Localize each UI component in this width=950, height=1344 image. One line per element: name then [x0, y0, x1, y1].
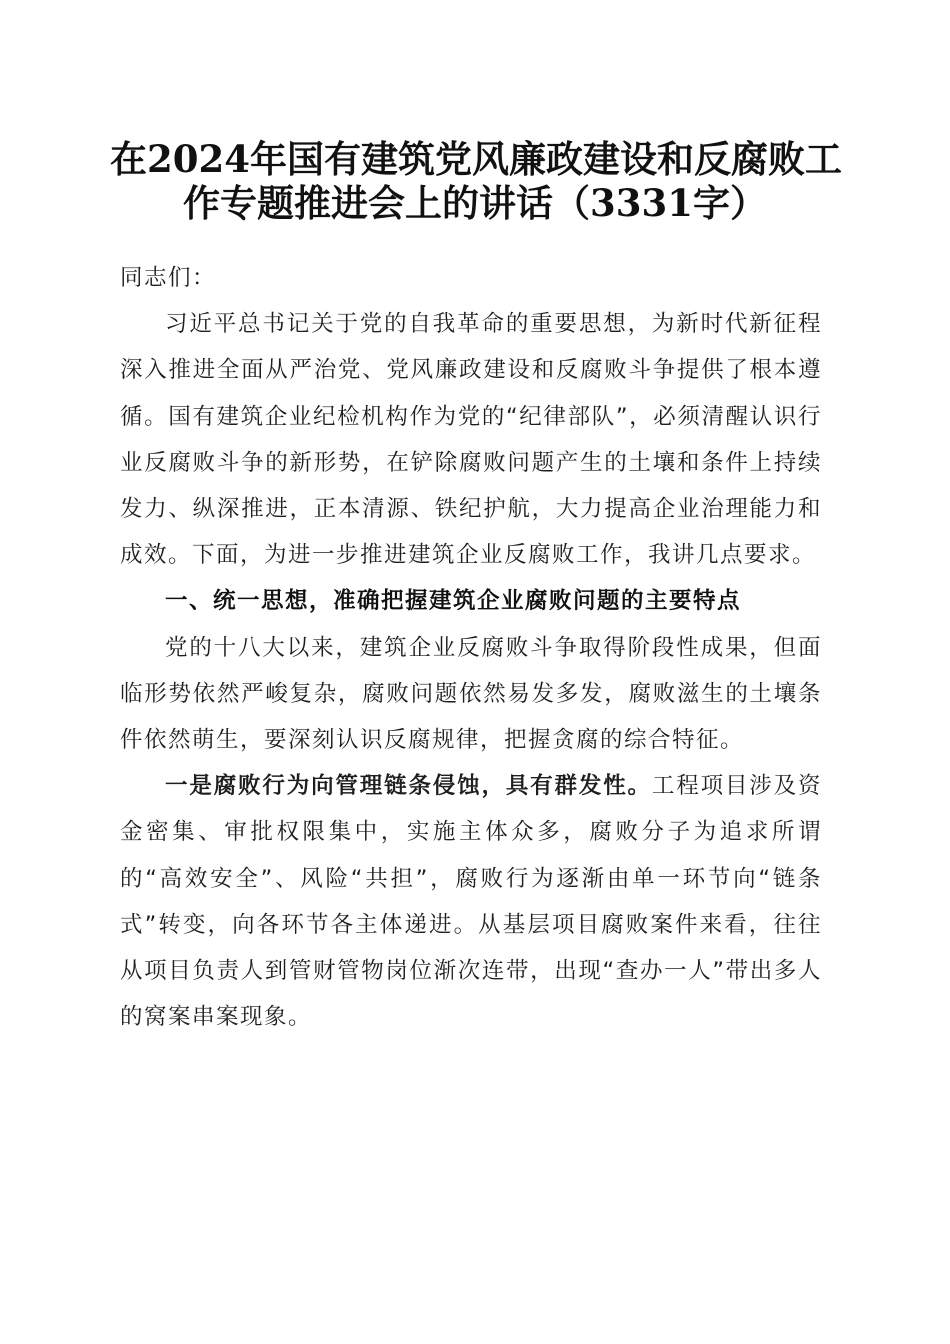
- point-1-paragraph: [120, 763, 822, 1040]
- section-1-intro-paragraph: 党的十八大以来，建筑企业反腐败斗争取得阶段性成果，但面临形势依然严峻复杂，腐败问题依然易发多发，腐败滋生的土壤条件依然萌生，要深刻认识反腐规律，把握贪腐的综合特征。: [120, 634, 822, 754]
- title-line-2: 作专题推进会上的讲话（3331字）: [183, 181, 767, 225]
- point-1-text: 工程项目涉及资金密集、审批权限集中，实施主体众多，腐败分子为追求所谓的“高效安全”、风险“共担”，腐败行为逐渐由单一环节向“链条式”转变，向各环节各主体递进。从基层项目腐败案件来看，往往从项目负责人到管财管物岗位渐次连带，出现“查办一人”带出多人的窝案串案现象。: [120, 773, 822, 1031]
- point-1-lead: 一是腐败行为向管理链条侵蚀，具有群发性。: [165, 773, 652, 800]
- salutation: 同志们：: [120, 265, 217, 291]
- section-1-heading: 一、统一思想，准确把握建筑企业腐败问题的主要特点: [165, 588, 742, 615]
- title-line-1: 在2024年国有建筑党风廉政建设和反腐败工: [110, 137, 842, 181]
- document-body: [120, 255, 822, 1040]
- intro-paragraph: 习近平总书记关于党的自我革命的重要思想，为新时代新征程深入推进全面从严治党、党风廉政建设和反腐败斗争提供了根本遵循。国有建筑企业纪检机构作为党的“纪律部队”，必须清醒认识行业反腐败斗争的新形势，在铲除腐败问题产生的土壤和条件上持续发力、纵深推进，正本清源、铁纪护航，大力提高企业治理能力和成效。下面，为进一步推进建筑企业反腐败工作，我讲几点要求。: [120, 311, 822, 569]
- document-title: [110, 137, 840, 225]
